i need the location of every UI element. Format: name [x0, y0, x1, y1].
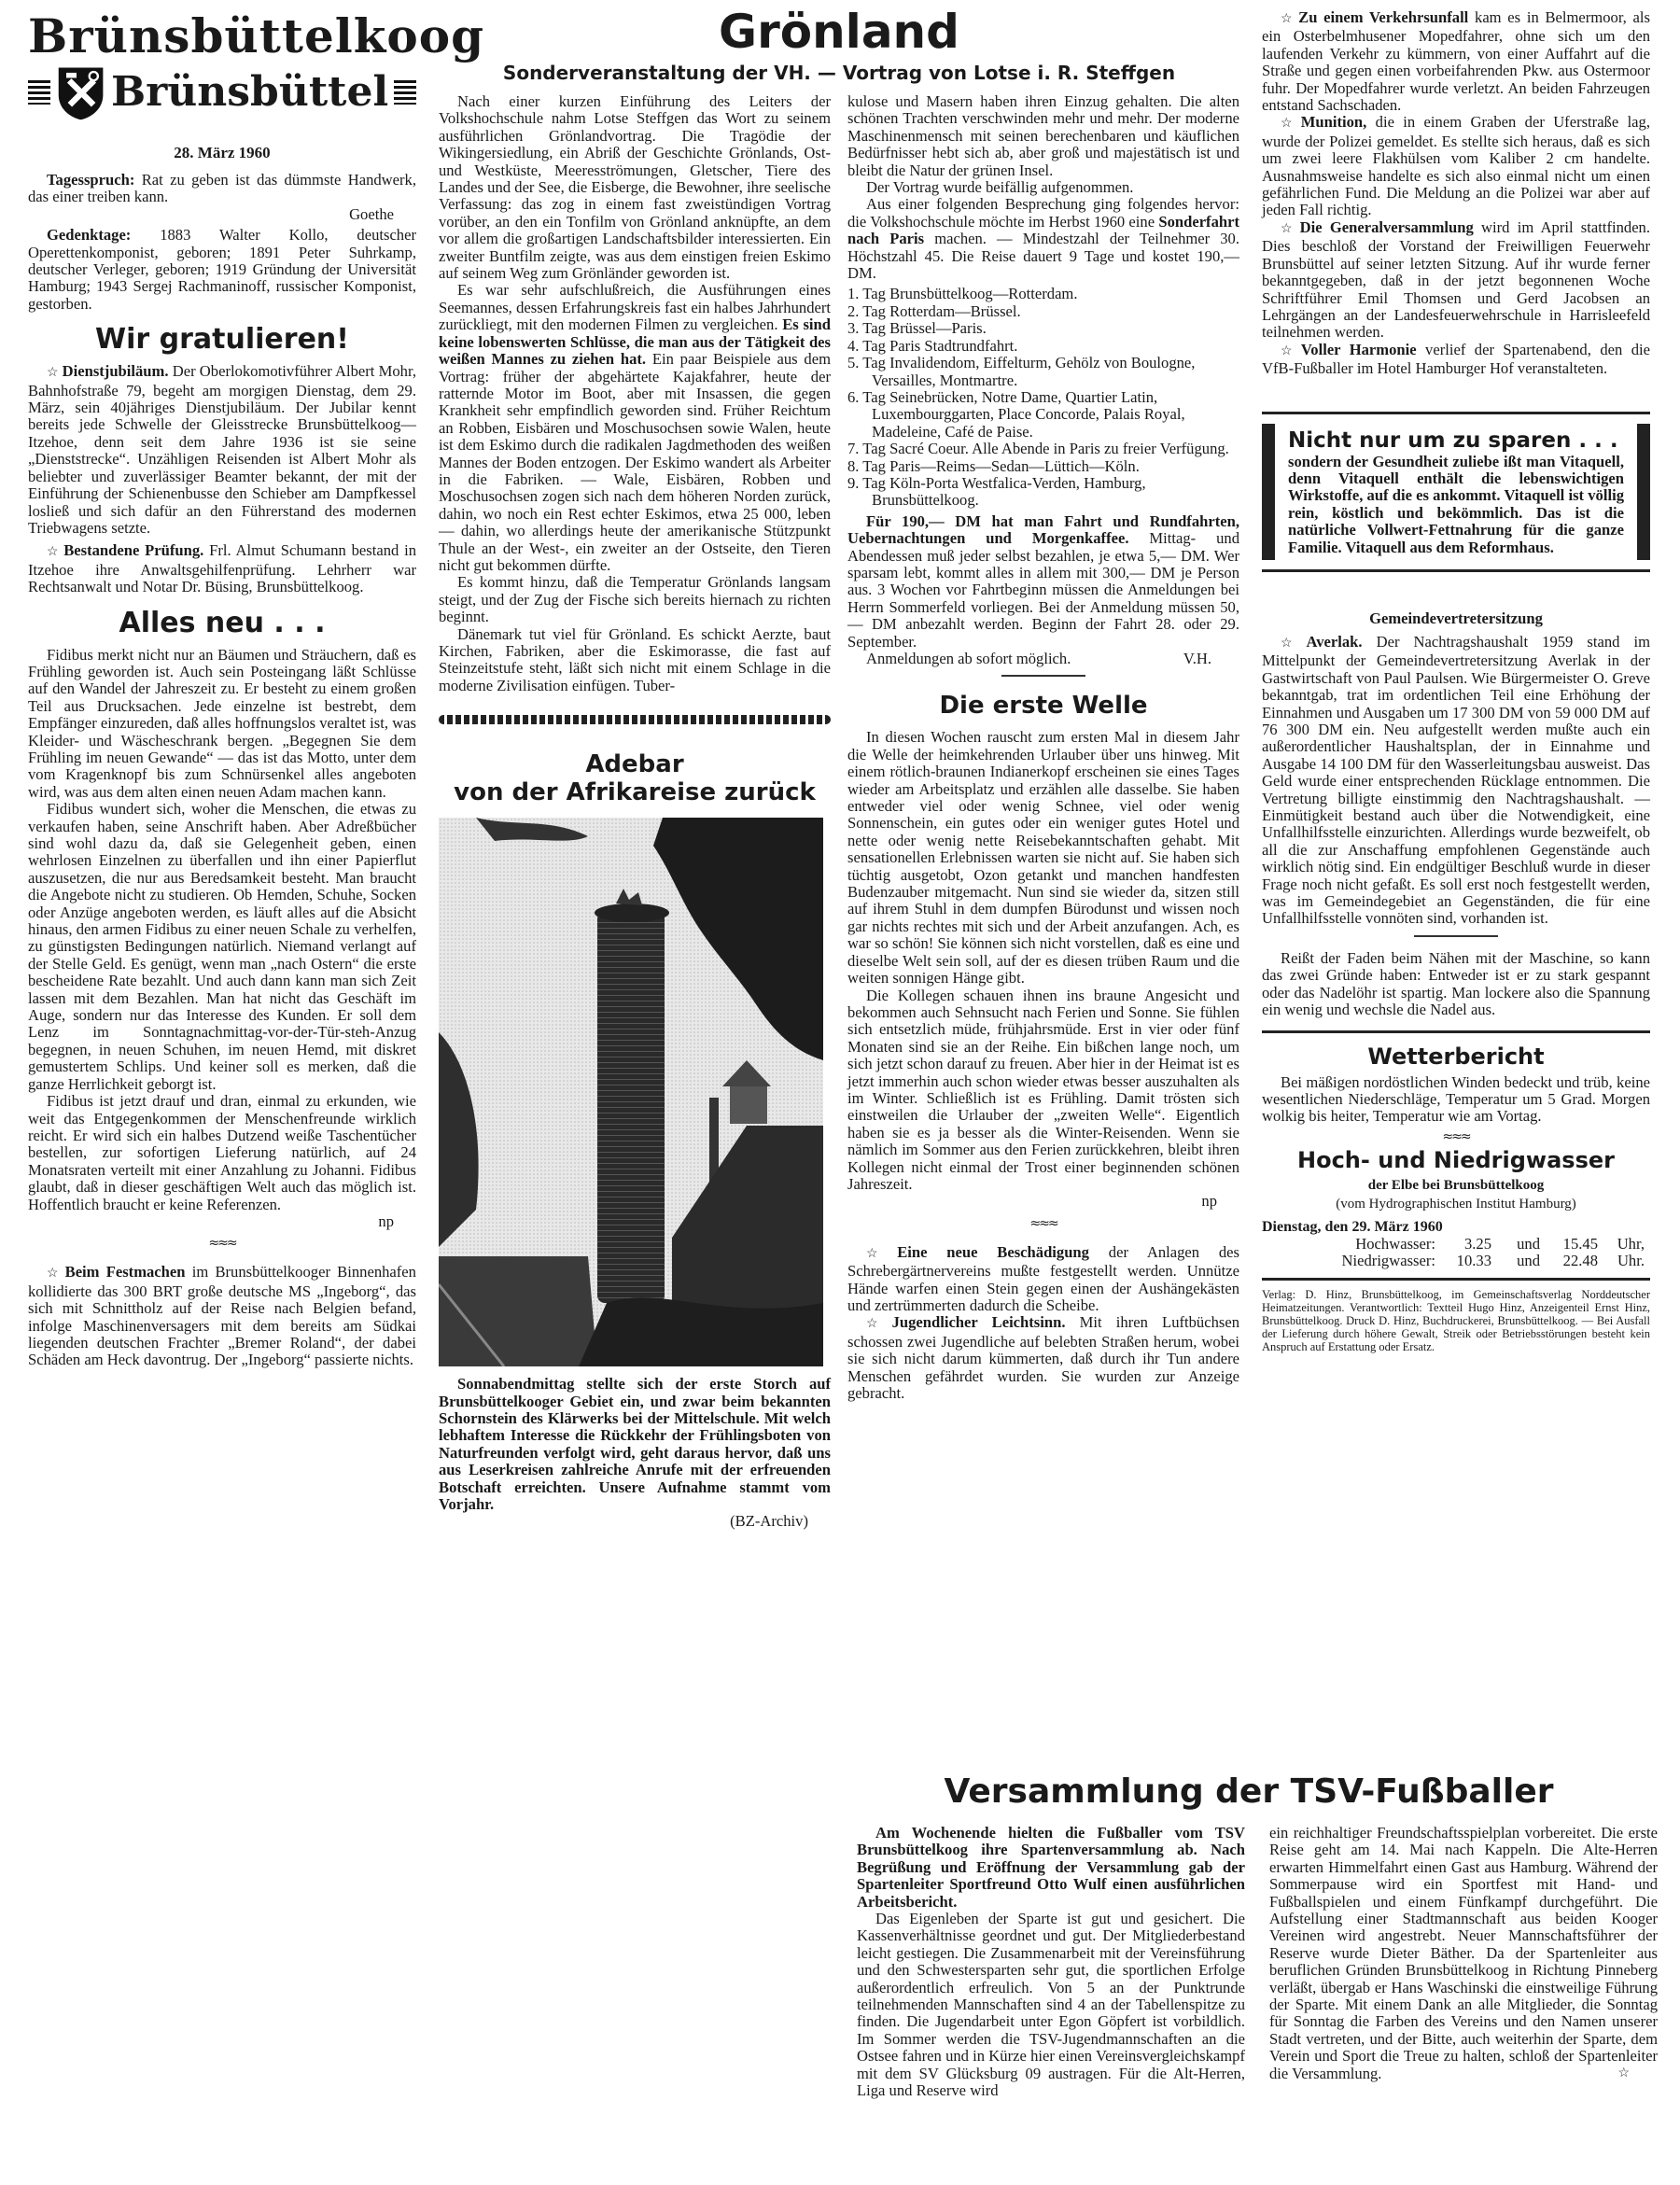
tide-label: Hochwasser: [1355, 1234, 1435, 1253]
itinerary-item: 2. Tag Rotterdam—Brüssel. [847, 301, 1021, 320]
star-icon: ☆ [47, 366, 59, 381]
text-emphasis: Für 190,— DM hat man Fahrt und Rundfahrten, Uebernachtungen und Morgenkaffee. [847, 511, 1239, 548]
itinerary-item: 3. Tag Brüssel—Paris. [847, 319, 987, 338]
impressum: Verlag: D. Hinz, Brunsbüttelkoog, im Gemeinschaftsverlag Norddeutscher Heimatzeitungen. Verantwortlich: Textteil Hugo Hinz, Anzeigenteil Ernst Hinz, Brunsbüttelkoog. Druck D. Hinz, Buchdruckerei, Brunsbüttelkoog. — Bei Ausfall der Lieferung durch höhere Gewalt, Streik oder Betriebsstörungen besteht kein Anspruch auf Erstattung oder Ersatz. [1262, 1287, 1650, 1353]
tide-uhr: Uhr. [1617, 1252, 1645, 1270]
closing-text: Anmeldungen ab sofort möglich. [866, 650, 1071, 667]
divider [1262, 1030, 1650, 1033]
news-text: Der Oberlokomotivführer Albert Mohr, Bahnhofstraße 79, begeht am morgigen Dienstag, dem 29. März, sein 40jähriges Dienstjubiläum. Der Jubilar kennt bereits jede Schwelle der Gleisstrecke Brunsbüttelkoog—Itzehoe, denn seit dem Jahre 1936 ist sie seine „Dienststrecke“. Unzähligen Reisenden ist Albert Mohr als beliebter und zuverlässiger Beamter bekannt, der mit der Einführung der Schienenbusse den Schieber am Dampfkessel losließ und sich dafür an den Führerstand des modernen Triebwagens setzte. [28, 362, 416, 537]
star-icon: ☆ [1281, 12, 1295, 26]
separator-icon: ≈≈≈ [1442, 1128, 1470, 1144]
text-run: Mittag- und Abendessen muß jeder selbst bezahlen, je etwa 5,— DM. Wer sparsam lebt, kommt alles in allem mit 300,— DM je Person aus. 3 Wochen vor Fahrtbeginn müssen die Anmeldungen bei Herrn Sommerfeld vorliegen. Bei der Anmeldung müssen 50,— DM anbezahlt werden. Beginn der Fahrt 28. oder 29. September. [847, 529, 1239, 651]
tsv-heading: Versammlung der TSV-Fußballer [944, 1772, 1554, 1811]
article-paragraph: Nach einer kurzen Einführung des Leiters der Volkshochschule nahm Lotse Steffgen das Wort zu seinem ausführlichen Grönlandvortrag. Die Tragödie der Wikingersiedlung, ein Abriß der Geschichte Grönlands, Ost- und Westküste, Meeresströmungen, Gletscher, Tiere des Landes und der See, die Eisberge, die Bewohner, ihre seelische Verfassung: das zog in einem fast zweistündigen Vortrag vorüber, an den ein Tonfilm von Grönland anknüpfte, an dem vor allem die großartigen Landschaftsbilder interessierten. Ein zweiter Buntfilm zeigte, was aus dem einstigen freien Eskimo auf seinem Weg zum Grönländer geworden ist. [439, 92, 831, 283]
news-lead: Dienstjubiläum. [62, 362, 169, 381]
tsv-intro: Am Wochenende hielten die Fußballer vom TSV Brunsbüttelkoog ihre Spartenversammlung ab. Nach Begrüßung und Eröffnung der Versammlung gab der Spartenleiter Sportfreund Otto Wulf einen ausführlichen Arbeitsbericht. [857, 1824, 1245, 1911]
article-paragraph: Fidibus merkt nicht nur an Bäumen und Sträuchern, daß es Frühling geworden ist. Auch sein Posteingang läßt Schlüsse auf den Wandel der Jahreszeit zu. Er besteht zu einem großen Teil aus Drucksachen. Jede einzelne ist bestrebt, dem Empfänger einzureden, daß alles hoffnungslos veraltet ist, was Kleider- und Wäscheschrank bergen. „Begegnen Sie dem Frühling im neuen Gewande“ — das ist das Motto, unter dem vom Kragenknopf bis zum Schnürsenkel alles angeboten wird, was aus dem alten einen neuen Adam machen kann. [28, 645, 416, 801]
news-item [847, 1314, 1239, 1402]
tagesspruch-label: Tagesspruch: [47, 171, 135, 189]
news-text: Mit ihren Luftbüchsen schossen zwei Jugendliche auf belebten Straßen herum, wobei sie sich nicht darum kümmerten, daß durch ihr Tun andere Menschen gefährdet wurden. Sie wurden zur Anzeige gebracht. [847, 1313, 1240, 1403]
article-signature: V.H. [1183, 650, 1211, 667]
masthead-title: Brünsbüttelkoog [28, 8, 485, 63]
gedenktage-text: 1883 Walter Kollo, deutscher Operettenkomponist, geboren; 1891 Peter Suhrkamp, deutscher Verleger, geboren; 1919 Gründung der Universität Hamburg; 1943 Sergej Rachmaninoff, russischer Komponist, gestorben. [28, 226, 416, 313]
news-lead: Jugendlicher Leichtsinn. [891, 1313, 1066, 1332]
article-signature: np [378, 1212, 394, 1230]
text-run: Aus einer folgenden Besprechung ging folgendes hervor: die Volkshochschule möchte im Herbst 1960 eine [847, 195, 1239, 231]
itinerary-item: 1. Tag Brunsbüttelkoog—Rotterdam. [847, 285, 1078, 303]
tagesspruch [28, 172, 416, 206]
ribbon-right-icon [394, 80, 416, 105]
tide-und: und [1517, 1252, 1540, 1270]
tsv-column-1 [857, 1825, 1245, 2100]
adebar-heading [439, 750, 831, 806]
news-text: verlief der Spartenabend, den die VfB-Fußballer im Hotel Hamburger Hof veranstalteten. [1262, 340, 1650, 378]
erste-welle-heading: Die erste Welle [939, 692, 1148, 721]
news-text: Der Nachtragshaushalt 1959 stand im Mittelpunkt der Gemeindevertretersitzung Averlak in der Gastwirtschaft von Paul Paulsen. Wie Bürgermeister O. Greve bekanntgab, trat im ordentlichen Teil eine Erhöhung der Einnahmen und Ausgaben um 17 300 DM von 59 000 DM auf 76 300 DM ein. Neu aufgestellt werden mußte auch ein außerordentlicher Haushaltsplan, der in Einnahme und Ausgabe 14 100 DM für den Wasserleitungsbau ausweist. Das Geld wurde einer entsprechenden Rücklage entnommen. Die Vertretung billigte einstimmig den Nachtragshaushalt. — Einmütigkeit bestand auch über die Notwendigkeit, eine Unfallhilfsstelle einzurichten. Allerdings wurde bezweifelt, ob all die zur Anschaffung empfohlenen Gegenstände auch wirklich nötig sind. Ein endgültiger Beschluß wurde in dieser Frage noch nicht gefaßt. Es soll erst noch festgestellt werden, was im Gemeindegebiet an Gegenständen, die für eine Unfallhilfsstelle vonnöten sind, vorhanden ist. [1262, 632, 1650, 928]
vitaquell-ad [1262, 424, 1650, 560]
tagesspruch-author: Goethe [349, 204, 394, 223]
divider [1262, 412, 1650, 414]
itinerary-item: 9. Tag Köln-Porta Westfalica-Verden, Hamburg, Brunsbüttelkoog. [847, 473, 1146, 510]
star-icon: ☆ [1281, 343, 1297, 358]
star-icon: ☆ [1617, 2066, 1630, 2080]
divider [1001, 675, 1085, 677]
tide-time: 3.25 [1463, 1234, 1491, 1253]
tide-time: 22.48 [1562, 1252, 1598, 1270]
sewing-tip: Reißt der Faden beim Nähen mit der Maschine, so kann das zwei Gründe haben: Entweder ist er zu stark gespannt oder das Nadelöhr ist spartig. Man lockere also die Spannung ein wenig und wechsle die Nadel aus. [1262, 948, 1650, 1019]
news-item [1262, 9, 1650, 114]
article-signature: np [1201, 1192, 1217, 1211]
tide-time: 10.33 [1456, 1252, 1491, 1270]
news-item [1262, 342, 1650, 378]
star-icon: ☆ [47, 1267, 62, 1282]
news-lead: Beim Festmachen [64, 1263, 186, 1282]
stork-chimney-photo [439, 818, 823, 1366]
article-closing [847, 651, 1239, 667]
article-paragraph [847, 513, 1239, 651]
itinerary-item: 8. Tag Paris—Reims—Sedan—Lüttich—Köln. [847, 456, 1140, 475]
news-item [1262, 634, 1650, 928]
tides-subheading: der Elbe bei Brunsbüttelkoog [1367, 1177, 1545, 1193]
news-lead: Zu einem Verkehrsunfall [1298, 8, 1469, 26]
star-icon: ☆ [866, 1317, 889, 1332]
news-lead: Bestandene Prüfung. [63, 541, 204, 560]
column-2 [439, 93, 831, 1531]
gedenktage-label: Gedenktage: [47, 226, 132, 245]
divider [1414, 935, 1498, 937]
tide-row-high [1262, 1236, 1650, 1253]
column-1 [28, 0, 485, 1369]
news-item [847, 1244, 1239, 1315]
groenland-heading: Grönland [719, 5, 959, 59]
text-emphasis: Es sind keine lobenswerten Schlüsse, die man aus der Tätigkeit des weißen Mannes zu ziehen hat. [439, 315, 831, 369]
article-paragraph [439, 282, 831, 574]
star-icon: ☆ [866, 1246, 894, 1261]
article-paragraph: Es kommt hinzu, daß die Temperatur Grönlands langsam steigt, und der Zug der Fische sich bereits hiernach zu richten beginnt. [439, 573, 831, 626]
article-paragraph: Das Eigenleben der Sparte ist gut und gesichert. Die Kassenverhältnisse geordnet und gut. Der Mitgliederbestand leicht gestiegen. Die Zusammenarbeit mit der Vereinsführung und den Schwestersparten sehr gut, die sportlichen Erfolge außerordentlich erfreulich. Von 5 an der Punktrunde teilnehmenden Mannschaften sind 4 an der Tabellenspitze zu finden. Die Jugendarbeit unter Egon Göpfert ist vorbildlich. Im Sommer werden die TSV-Jugendmannschaften an die Ostsee fahren und in Kürze hier einen Vereinsvergleichskampf mit dem SV Glücksburg 09 austragen. Für die Alt-Herren, Liga und Reserve wird [857, 1910, 1245, 2100]
separator-icon: ≈≈≈ [208, 1236, 236, 1252]
article-paragraph: kulose und Masern haben ihren Einzug gehalten. Die alten schönen Trachten verschwinden mehr und mehr. Der moderne Maschinenmensch mit seinen berechenbaren und käuflichen Bedürfnisser hebt sich ab, aber groß und majestätisch ist und bleibt die Natur der grünen Insel. [847, 92, 1239, 179]
photo-caption: Sonnabendmittag stellte sich der erste Storch auf Brunsbüttelkooger Gebiet ein, und zwar beim bekannten Schornstein des Klärwerks bei der Mittelschule. Mit welch lebhaftem Interesse die Rückkehr der Frühlingsboten von Naturfreunden verfolgt wird, geht daraus hervor, daß uns aus Leserkreisen zahlreiche Anrufe mit der erfreuenden Botschaft erreichten. Unsere Aufnahme stammt vom Vorjahr. [439, 1375, 831, 1514]
star-icon: ☆ [1281, 221, 1296, 236]
gedenktage [28, 227, 416, 313]
text-run: machen. — Mindestzahl der Teilnehmer 30. Höchstzahl 45. Die Reise dauert 9 Tage und kostet 190,— DM. [847, 230, 1240, 283]
news-lead: Munition, [1300, 113, 1367, 132]
article-paragraph [847, 196, 1239, 282]
text-run: Ein paar Beispiele aus dem Vortrag: früher der abgehärtete Kajakfahrer, heute der ratternde Motor im Boot, aber mit Insassen, die gegen Krankheit sehr empfindlich geworden sind. Früher Reichtum an Robben, Eisbären und Moschusochsen sowie Walen, heute ist dem Eskimo durch die radikalen Jagdmethoden des weißen Mannes der Boden entzogen. Der Eskimo wandert als Arbeiter in die Fabriken. — Wale, Eisbären, Robben und Moschusochsen zogen sich nach dem höheren Norden zurück, dahin, wo noch ein Rest echter Eskimos, etwa 25 000, leben — dahin, wo allerdings heute der amerikanische Stützpunkt Thule an der West-, ein zweiter an der Ostseite, den Tieren nicht gut bekommen dürfte. [439, 350, 831, 574]
news-text: die in einem Graben der Uferstraße lag, wurde der Polizei gemeldet. Es stellte sich heraus, daß es sich um zwei leere Flakhülsen vom Kaliber 2 cm handelte. Ausnahmsweise handelte es sich also einmal nicht um einen gefährlichen Fund. Die Meldung an die Polizei war aber auf jeden Fall richtig. [1262, 113, 1650, 219]
tides-box [1262, 1144, 1650, 1270]
article-paragraph: Fidibus wundert sich, woher die Menschen, die etwas zu verkaufen haben, seine Anschrift haben. Aber Adreßbücher sind wohl dazu da, daß sie Gelegenheit geben, einen wehrlosen Einzelnen zu überfallen und ihn einer Papierflut auszusetzen, die nur aus Beredsamkeit besteht. Man braucht die Angebote nicht zu studieren. Ob Hemden, Schuhe, Socken oder Anzüge angeboten werden, es läuft alles auf die Absicht hinaus, den armen Fidibus zu einer neuen Schale zu verhelfen, zu günstigsten Bedingungen natürlich. Niemand verlangt auf der Stelle Geld. Es genügt, wenn man „nach Ostern“ die erste bescheidene Rate bezahlt. Und auch dann kann man sich Zeit lassen mit dem Bezahlen. Man hat nicht das Geschäft im Auge, sondern nur das Interesse des Kunden. Er soll dem Lenz im Sonntagnachmittag-vor-der-Tür-steh-Anzug begegnen, in neuen Schuhen, im neuen Hemd, mit diskret gemustertem Schlips. Und keiner soll es merken, daß die ganze Herrlichkeit geborgt ist. [28, 800, 416, 1093]
masthead-subtitle: Brünsbüttel [110, 68, 389, 116]
text-run: Es war sehr aufschlußreich, die Ausführungen eines Seemannes, dessen Erfahrungskreis fast ein halbes Jahrhundert zurückliegt, mit den modernen Filmen zu vergleichen. [439, 281, 831, 334]
article-paragraph: Fidibus ist jetzt drauf und dran, einmal zu erkunden, wie weit das Entgegenkommen der Menschenfreunde wirklich reicht. Er wird sich ein halbes Dutzend weiße Taschentücher bestellen, zur sofortigen Lieferung natürlich, auf 24 Monatsraten verteilt mit einer Anzahlung zu Johanni. Fidibus glaubt, daß in dieser geschäftigen Welt auch das möglich ist. Hoffentlich braucht er keine Referenzen. [28, 1092, 416, 1213]
news-text: Frl. Almut Schumann bestand in Itzehoe ihre Anwaltsgehilfenprüfung. Lehrherr war Rechtsanwalt und Notar Dr. Büsing, Brunsbüttelkoog. [28, 541, 416, 596]
column-3 [847, 93, 1239, 1402]
adebar-title-line-2: von der Afrikareise zurück [454, 778, 816, 807]
tsv-column-2 [1269, 1825, 1658, 2082]
article-paragraph: Die Kollegen schauen ihnen ins braune Angesicht und bekommen auch Sehnsucht nach Ferien und Sonne. Sie fühlen sich entsetzlich müde, frühjahrsmüde. Erst in vier oder fünf Monaten sind sie an der Reihe. Ein bißchen lange noch, um sich jetzt schon darauf zu freuen. Aber hier in der Heimat ist es jetzt immerhin auch schon wieder etwas besser auszuhalten als im Winter. Schließlich ist es Frühling. Damit trösten sich einstweilen die Urlauber der „zweiten Welle“. Eigentlich haben sie es ja besser als die Winter-Reisenden. Wenn sie nämlich im Sommer aus den Ferien zurückkehren, bleibt ihren Kollegen nicht einmal der Trost einer beginnenden schönen Jahreszeit. [847, 986, 1239, 1193]
weather-text: Bei mäßigen nordöstlichen Winden bedeckt und trüb, keine wesentlichen Niederschläge, Temperatur um 5 Grad. Morgen wolkig bis heiter, Temperatur wie am Vortag. [1262, 1072, 1650, 1126]
news-lead: Eine neue Beschädigung [897, 1242, 1089, 1261]
coat-of-arms-icon [56, 62, 105, 123]
alles-neu-heading: Alles neu . . . [119, 606, 326, 639]
adebar-title-line-1: Adebar [585, 750, 684, 779]
gratulieren-heading: Wir gratulieren! [95, 323, 349, 357]
divider [1262, 1278, 1650, 1281]
masthead-row [28, 62, 416, 123]
itinerary-item: 4. Tag Paris Stadtrundfahrt. [847, 336, 1018, 355]
article-paragraph [1269, 1825, 1658, 2082]
text-emphasis: Sonderfahrt nach Paris [847, 212, 1239, 248]
news-text: kam es in Belmermoor, als ein Osterbelmhusener Mopedfahrer, ohne sich um den laufenden Verkehr zu kümmern, von einer Auffahrt auf die Straße und gegen einen vorbeifahrenden Pkw. aus Ostermoor fuhr. Der Mopedfahrer wurde verletzt. An beiden Fahrzeugen entstand Sachschaden. [1262, 8, 1650, 115]
tides-date: Dienstag, den 29. März 1960 [1262, 1218, 1443, 1235]
news-item [1262, 219, 1650, 342]
news-lead: Voller Harmonie [1300, 340, 1417, 358]
photo-credit: (BZ-Archiv) [730, 1512, 808, 1531]
tide-uhr: Uhr, [1617, 1234, 1645, 1253]
divider [1262, 569, 1650, 572]
news-text: im Brunsbüttelkooger Binnenhafen kollidierte das 300 BRT große deutsche MS „Ingeborg“, das sich mit Schnittholz auf der Reise nach Belgien befand, infolge Maschinenversagers mit dem bereits am Südkai liegenden deutschen Frachter „Bremer Roland“, der dabei Schäden am Heck davontrug. Der „Ingeborg“ passierte nichts. [28, 1263, 416, 1369]
tide-und: und [1517, 1234, 1540, 1253]
itinerary-item: 5. Tag Invalidendom, Eiffelturm, Gehölz von Boulogne, Versailles, Montmartre. [847, 354, 1196, 389]
itinerary-item: 7. Tag Sacré Coeur. Alle Abende in Paris zu freier Verfügung. [847, 440, 1229, 458]
tide-row-low [1262, 1253, 1650, 1269]
tides-heading: Hoch- und Niedrigwasser [1297, 1146, 1615, 1173]
tide-time: 15.45 [1562, 1234, 1598, 1253]
star-icon: ☆ [1281, 636, 1303, 651]
news-lead: Averlak. [1306, 632, 1363, 651]
photo-image [439, 818, 823, 1366]
ribbon-left-icon [28, 80, 50, 105]
news-item [28, 363, 416, 537]
tides-source: (vom Hydrographischen Institut Hamburg) [1336, 1196, 1576, 1212]
tide-label: Niedrigwasser: [1341, 1252, 1435, 1270]
star-icon: ☆ [1281, 117, 1297, 132]
itinerary-item: 6. Tag Seinebrücken, Notre Dame, Quartier Latin, Luxembourggarten, Place Concorde, Palais Royal, Madeleine, Café de Paise. [847, 387, 1185, 441]
ad-title: Nicht nur um zu sparen . . . [1288, 427, 1618, 453]
itinerary-list [847, 286, 1239, 509]
news-item [1262, 114, 1650, 218]
gemeinde-heading: Gemeindevertretersitzung [1369, 609, 1543, 627]
tagesspruch-text: Rat zu geben ist das dümmste Handwerk, das einer treiben kann. [28, 171, 416, 206]
article-paragraph: Der Vortrag wurde beifällig aufgenommen. [866, 178, 1134, 197]
news-text: wird im April stattfinden. Dies beschloß der Vorstand der Freiwilligen Feuerwehr Brunsbüttel auf seiner letzten Sitzung. Auf ihr wurde ferner bekanntgegeben, daß in der jetzt begonnenen Woche Schriftführer Emil Thomsen und Gerd Jacobsen an Lehrgängen an der Landesfeuerwehrschule in Harrisleefeld teilnehmen werden. [1262, 217, 1651, 342]
text-run: ein reichhaltiger Freundschaftsspielplan vorbereitet. Die erste Reise geht am 14. Mai nach Kappeln. Die Alte-Herren erwarten Himmelfahrt einen Gast aus Hamburg. Während der Sommerpause wird ein Sportfest mit Hand- und Fußballspielen und einem Fünfkampf durchgeführt. Die Aufstellung einer Stadtmannschaft aus beiden Kooger Vereinen wird angestrebt. Neuer Mannschaftsführer der Reserve wurde Dieter Bäther. Da der Spartenleiter aus beruflichen Gründen Brunsbüttelkoog in Richtung Pinneberg verläßt, übergab er Hans Waschinski die einstweilige Führung der Sparte. Mit einem Dank an alle Mitglieder, die Sonntag für Sonntag die Farben des Vereins und den Namen unserer Stadt vertreten, und der Bitte, auch weiterhin der Sparte, dem Verein und Sport die Treue zu halten, schloß der Spartenleiter die Versammlung. [1269, 1824, 1658, 2082]
ornamental-border [439, 715, 831, 724]
news-text: der Anlagen des Schrebergärtnervereins mußte festgestellt werden. Unnütze Hände warfen einen Stein gegen einen der Aushängekästen und zertrümmerten dadurch die Scheibe. [847, 1242, 1239, 1314]
masthead [28, 8, 485, 123]
news-item [28, 542, 416, 595]
groenland-subheading: Sonderveranstaltung der VH. — Vortrag von Lotse i. R. Steffgen [502, 62, 1176, 84]
star-icon: ☆ [47, 545, 61, 560]
column-4 [1262, 9, 1650, 1353]
news-lead: Die Generalversammlung [1299, 217, 1474, 236]
ad-body: sondern der Gesundheit zuliebe ißt man Vitaquell, denn Vitaquell enthält die lebenswichtigen Wirkstoffe, auf die es ankommt. Vitaquell ist völlig rein, köstlich und bekömmlich. Das ist die natürliche Vollwert-Fettnahrung für die ganze Familie. Vitaquell aus dem Reformhaus. [1288, 452, 1624, 556]
news-item [28, 1264, 416, 1368]
separator-icon: ≈≈≈ [1029, 1215, 1057, 1231]
weather-heading: Wetterbericht [1367, 1043, 1545, 1070]
article-paragraph: Dänemark tut viel für Grönland. Es schickt Aerzte, baut Kirchen, Fabriken, aber die Eskimorasse, die fast auf Steinzeitstufe steht, läßt sich nicht mit einem Schlage in die moderne Zivilisation einfügen. Tuber- [439, 624, 831, 694]
issue-date: 28. März 1960 [174, 144, 271, 161]
article-paragraph: In diesen Wochen rauscht zum ersten Mal in diesem Jahr die Welle der heimkehrenden Urlauber über uns hinweg. Mit einem rötlich-braunen Indianerkopf erscheinen sie eines Tages wieder am Arbeitsplatz und erzählen alle dasselbe. Sie haben entweder viel oder wenig Schnee, viel oder wenig Sonnenschein, ein gutes oder ein weniger gutes Hotel und nette oder wenig nette Reisebekanntschaften gehabt. Mit sensationellen Erlebnissen warten sie nicht auf. Sie haben sich tüchtig ausgetobt, Ozon getankt und manchen handfesten Budenzauber mitgemacht. Nun sind sie wieder da, sitzen still auf ihrem Stuhl in dem dumpfen Bürodunst und wissen noch gar nichts rechtes mit sich und der Arbeit anzufangen. Ach, es war so schön! Sie können sich nicht vorstellen, daß es eine und dieselbe Welt sein soll, auf der es diesen trüben Raum und die weiten sonnigen Hänge gibt. [847, 728, 1239, 987]
